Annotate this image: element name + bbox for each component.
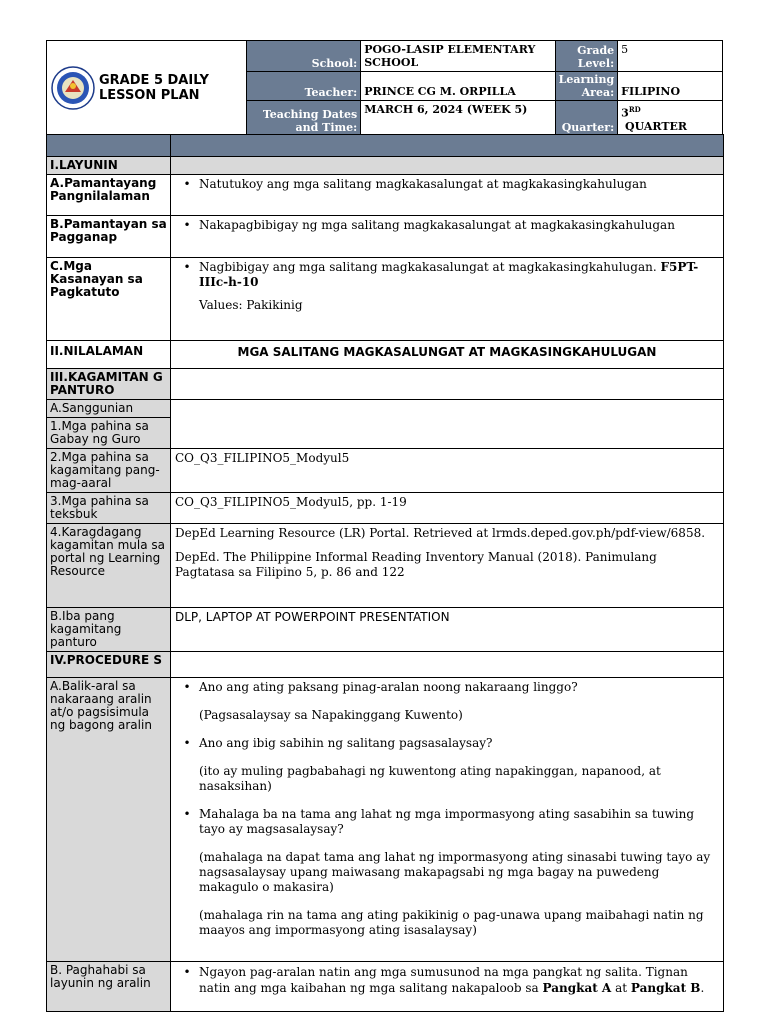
paghahabi-text: Ngayon pag-aralan natin ang mga sumusunod na mga pangkat ng salita. Tignan natin ang mga kaibahan ng mga salitang nakapaloob sa Pangkat A at Pangkat B. xyxy=(199,965,705,995)
grade-label: Grade Level: xyxy=(555,41,618,72)
deped-seal-icon xyxy=(51,66,95,110)
area-value: FILIPINO xyxy=(618,72,723,101)
row-c-code: F5PT-IIIc-h-10 xyxy=(199,260,699,289)
teacher-label: Teacher: xyxy=(246,72,361,101)
title-line2: LESSON PLAN xyxy=(99,87,200,103)
quarter-label: Quarter: xyxy=(555,101,618,136)
pang-text: CO_Q3_FILIPINO5_Modyul5 xyxy=(171,449,724,493)
kagamitan-heading: III.KAGAMITAN G PANTURO xyxy=(47,369,171,400)
karag-text1: DepEd Learning Resource (LR) Portal. Retrieved at lrmds.deped.gov.ph/pdf-view/6858. xyxy=(175,526,706,540)
title-line1: GRADE 5 DAILY xyxy=(99,72,209,88)
karag-label: 4.Karagdagang kagamitan mula sa portal ng Learning Resource xyxy=(47,524,171,608)
teksbuk-label: 3.Mga pahina sa teksbuk xyxy=(47,493,171,524)
teksbuk-text: CO_Q3_FILIPINO5_Modyul5, pp. 1-19 xyxy=(171,493,724,524)
question-2: Ano ang ibig sabihin ng salitang pagsasalaysay? xyxy=(199,736,493,750)
pang-label: 2.Mga pahina sa kagamitang pang-mag-aaral xyxy=(47,449,171,493)
row-b-text: Nakapagbibigay ng mga salitang magkakasalungat at magkakasingkahulugan xyxy=(199,218,675,232)
question-3: Mahalaga ba na tama ang lahat ng mga impormasyong ating sasabihin sa tuwing tayo ay magsasalaysay? xyxy=(199,807,695,836)
procedures-heading: IV.PROCEDURE S xyxy=(47,652,171,678)
quarter-value: 3RD QUARTER xyxy=(618,101,723,136)
dates-label: Teaching Dates and Time: xyxy=(246,101,361,136)
row-a-text: Natutukoy ang mga salitang magkakasalungat at magkakasingkahulugan xyxy=(199,177,647,191)
row-a-label: A.Pamantayang Pangnilalaman xyxy=(47,175,171,216)
teacher-value: PRINCE CG M. ORPILLA xyxy=(361,72,555,101)
answer-1: (Pagsasalaysay sa Napakinggang Kuwento) xyxy=(199,708,463,722)
logo-title-cell xyxy=(47,41,247,136)
grade-value: 5 xyxy=(618,41,723,72)
area-label: Learning Area: xyxy=(555,72,618,101)
row-c-label: C.Mga Kasanayan sa Pagkatuto xyxy=(47,258,171,341)
answer-3: (mahalaga na dapat tama ang lahat ng impormasyong ating sinasabi tuwing tayo ay nagsasalaysay upang maiwasang makapagsabi ng mga bagay na puwedeng makagulo o makasira) xyxy=(199,850,711,894)
layunin-heading: I.LAYUNIN xyxy=(47,157,171,175)
header-table xyxy=(46,40,723,136)
question-1: Ano ang ating paksang pinag-aralan noong nakaraang linggo? xyxy=(199,680,578,694)
lesson-table: I.LAYUNIN A.Pamantayang Pangnilalaman • Natutukoy ang mga salitang magkakasalungat at magkakasingkahulugan B.Pamantayan sa Pagganap • Nakapagbibigay ng mga salitang magkakasalungat at magkakasingkahulugan C.Mga Kasanayan sa Pagkatuto • Nagbibigay ang mga salitang magkakasalungat at magkakasingkahulugan. F5PT-IIIc-h-10 Values: Pakikinig II.NILALAMAN MGA SALITANG MAGKASALUNGAT AT MAGKASINGKAHULUGAN III.KAGAMITAN G PANTURO A.Sanggunian 1.Mga pahina sa Gabay ng Guro 2.Mga pahina sa kagamitang pang-mag-aaral CO_Q3_FILIPINO5_Modyul5 3.Mga pahina sa teksbuk CO_Q3_FILIPINO5_Modyul5, pp. 1-19 4.Karagdagang kagamitan mula sa portal ng Learning Resource DepEd Learning Resource (LR) Portal. Retrieved at lrmds.deped.gov.ph/pdf-view/6858. DepEd. The Philippine Informal Reading Inventory Manual (2018). Panimulang Pagtatasa sa Filipino 5, p. 86 and 122 B.Iba pang kagamitang panturo DLP, LAPTOP AT POWERPOINT PRESENTATION IV.PROCEDURE S A.Balik-aral sa nakaraang aralin at/o pagsisimula ng bagong aralin • Ano ang ating paksang pinag-aralan noong nakaraang linggo? (Pagsasalaysay sa Napakinggang Kuwento) • Ano ang ibig sabihin ng salitang pagsasalaysay? (ito ay muling pagbabahagi ng kuwentong ating napakinggan, napanood, at nasaksihan) • Mahalaga ba na tama ang lahat ng mga impormasyong ating sasabihin sa tuwing tayo ay magsasalaysay? (mahalaga na dapat tama ang lahat ng impormasyong ating sinasabi tuwing tayo ay nagsasalaysay upang maiwasang makapagsabi ng mga bagay na puwedeng makagulo o makasira) (mahalaga rin na tama ang ating pakikinig o pag-unawa upang maibahagi natin ng maayos ang impormasyong ating isasalaysay) B. Paghahabi sa layunin ng aralin • Ngayon pag-aralan natin ang mga sumusunod na mga pangkat ng salita. Tignan natin ang mga kaibahan ng mga salitang nakapaloob sa Pangkat A at Pangkat B. xyxy=(46,134,724,1012)
row-c-values: Values: Pakikinig xyxy=(199,298,303,312)
dates-value: MARCH 6, 2024 (WEEK 5) xyxy=(361,101,555,136)
school-value: POGO-LASIP ELEMENTARY SCHOOL xyxy=(361,41,555,72)
sanggunian-label: A.Sanggunian xyxy=(47,400,171,418)
row-c-text: Nagbibigay ang mga salitang magkakasalungat at magkakasingkahulugan. xyxy=(199,260,657,274)
answer-4: (mahalaga rin na tama ang ating pakikinig o pag-unawa upang maibahagi natin ng maayos ang impormasyong ating isasalaysay) xyxy=(199,908,704,937)
iba-label: B.Iba pang kagamitang panturo xyxy=(47,608,171,652)
karag-text2: DepEd. The Philippine Informal Reading Inventory Manual (2018). Panimulang Pagtatasa sa Filipino 5, p. 86 and 122 xyxy=(175,550,657,579)
answer-2: (ito ay muling pagbabahagi ng kuwentong ating napakinggan, napanood, at nasaksihan) xyxy=(199,764,661,793)
nilalaman-label: II.NILALAMAN xyxy=(47,341,171,369)
nilalaman-text: MGA SALITANG MAGKASALUNGAT AT MAGKASINGKAHULUGAN xyxy=(171,341,724,369)
paghahabi-label: B. Paghahabi sa layunin ng aralin xyxy=(47,962,171,1012)
iba-text: DLP, LAPTOP AT POWERPOINT PRESENTATION xyxy=(171,608,724,652)
row-b-label: B.Pamantayan sa Pagganap xyxy=(47,216,171,258)
gabay-label: 1.Mga pahina sa Gabay ng Guro xyxy=(47,418,171,449)
school-label: School: xyxy=(246,41,361,72)
balik-label: A.Balik-aral sa nakaraang aralin at/o pagsisimula ng bagong aralin xyxy=(47,678,171,962)
